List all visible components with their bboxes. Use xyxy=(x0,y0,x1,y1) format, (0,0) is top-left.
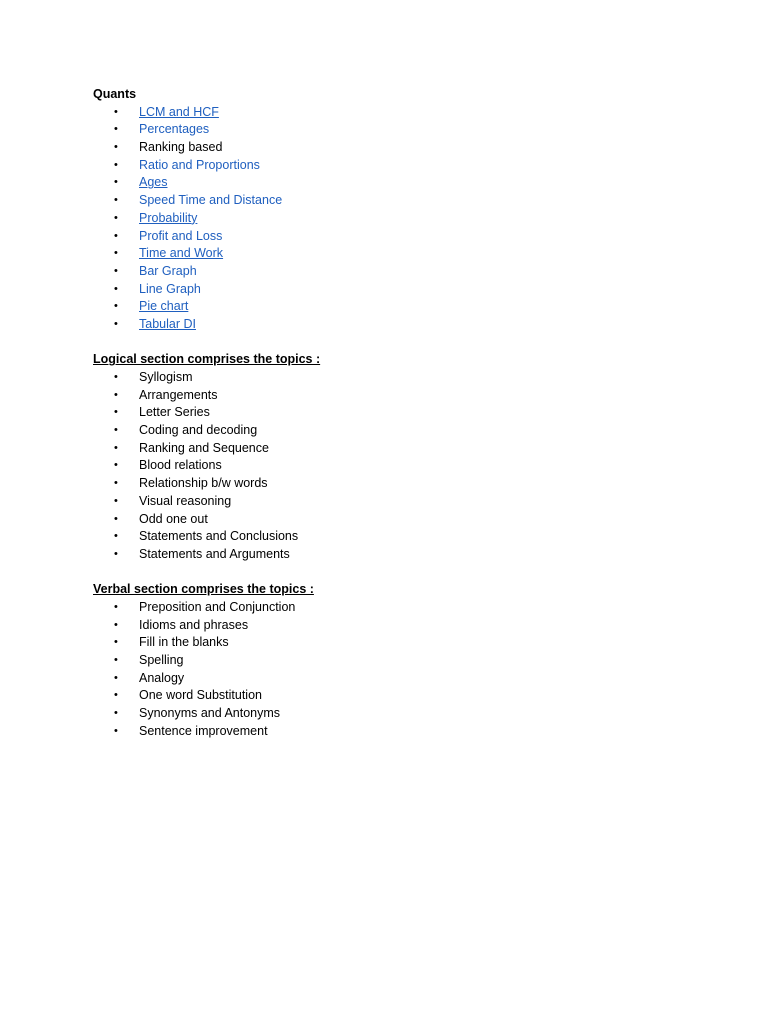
topic-text: Spelling xyxy=(139,653,184,667)
topic-text: Visual reasoning xyxy=(139,493,232,508)
bullet-icon: • xyxy=(114,264,118,277)
quants-list xyxy=(93,104,713,334)
bullet-icon: • xyxy=(114,105,118,118)
list-item xyxy=(93,617,713,635)
topic-text: Preposition and Conjunction xyxy=(139,599,296,614)
bullet-icon: • xyxy=(114,406,118,419)
bullet-icon: • xyxy=(114,512,118,525)
topic-link[interactable]: Percentages xyxy=(139,122,210,137)
list-item xyxy=(93,652,713,670)
list-item xyxy=(93,369,713,387)
verbal-list xyxy=(93,599,713,741)
bullet-icon: • xyxy=(114,689,118,702)
topic-text: Syllogism xyxy=(139,370,193,384)
topic-text: Synonyms and Antonyms xyxy=(139,706,281,721)
logical-heading: Logical section comprises the topics : xyxy=(93,352,321,367)
list-item xyxy=(93,298,713,316)
topic-link[interactable]: Bar Graph xyxy=(139,263,197,278)
topic-link[interactable]: Ratio and Proportions xyxy=(139,157,260,172)
bullet-icon: • xyxy=(114,300,118,313)
bullet-icon: • xyxy=(114,317,118,330)
section-spacer xyxy=(93,564,713,582)
topic-link[interactable]: Line Graph xyxy=(139,281,201,296)
bullet-icon: • xyxy=(114,477,118,490)
list-item xyxy=(93,599,713,617)
bullet-icon: • xyxy=(114,459,118,472)
list-item xyxy=(93,387,713,405)
bullet-icon: • xyxy=(114,494,118,507)
section-spacer xyxy=(93,334,713,352)
list-item xyxy=(93,228,713,246)
bullet-icon: • xyxy=(114,211,118,224)
bullet-icon: • xyxy=(114,229,118,242)
quants-heading: Quants xyxy=(93,87,137,101)
bullet-icon: • xyxy=(114,547,118,560)
list-item xyxy=(93,723,713,741)
bullet-icon: • xyxy=(114,247,118,260)
topic-link[interactable]: Speed Time and Distance xyxy=(139,193,283,208)
bullet-icon: • xyxy=(114,530,118,543)
list-item xyxy=(93,245,713,263)
topic-text: Fill in the blanks xyxy=(139,635,229,650)
topic-text: Relationship b/w words xyxy=(139,476,268,491)
list-item xyxy=(93,157,713,175)
topic-text: Arrangements xyxy=(139,387,218,402)
topic-link[interactable]: Ages xyxy=(139,175,168,190)
topic-link[interactable]: Pie chart xyxy=(139,299,189,314)
topic-text: Statements and Arguments xyxy=(139,546,290,561)
list-item xyxy=(93,511,713,529)
document-page xyxy=(93,86,713,740)
list-item xyxy=(93,263,713,281)
bullet-icon: • xyxy=(114,618,118,631)
list-item xyxy=(93,475,713,493)
list-item xyxy=(93,192,713,210)
bullet-icon: • xyxy=(114,671,118,684)
list-item xyxy=(93,546,713,564)
logical-list xyxy=(93,369,713,564)
list-item xyxy=(93,670,713,688)
topic-text: One word Substitution xyxy=(139,688,262,703)
topic-link[interactable]: Time and Work xyxy=(139,246,224,261)
list-item xyxy=(93,174,713,192)
topic-text: Sentence improvement xyxy=(139,723,268,738)
list-item xyxy=(93,281,713,299)
topic-text: Idioms and phrases xyxy=(139,617,249,632)
bullet-icon: • xyxy=(114,158,118,171)
bullet-icon: • xyxy=(114,600,118,613)
list-item xyxy=(93,422,713,440)
list-item xyxy=(93,139,713,157)
list-item xyxy=(93,104,713,122)
topic-text: Blood relations xyxy=(139,458,222,473)
list-item xyxy=(93,457,713,475)
bullet-icon: • xyxy=(114,123,118,136)
topic-text: Coding and decoding xyxy=(139,423,258,438)
bullet-icon: • xyxy=(114,194,118,207)
list-item xyxy=(93,121,713,139)
bullet-icon: • xyxy=(114,371,118,383)
verbal-heading: Verbal section comprises the topics : xyxy=(93,582,314,597)
topic-link[interactable]: Tabular DI xyxy=(139,316,196,331)
bullet-icon: • xyxy=(114,707,118,720)
topic-text: Letter Series xyxy=(139,405,210,420)
bullet-icon: • xyxy=(114,176,118,189)
list-item xyxy=(93,634,713,652)
list-item xyxy=(93,528,713,546)
list-item xyxy=(93,316,713,334)
list-item xyxy=(93,404,713,422)
bullet-icon: • xyxy=(114,424,118,437)
list-item xyxy=(93,440,713,458)
topic-link[interactable]: LCM and HCF xyxy=(139,104,219,119)
bullet-icon: • xyxy=(114,636,118,649)
topic-link[interactable]: Probability xyxy=(139,210,198,225)
bullet-icon: • xyxy=(114,724,118,737)
list-item xyxy=(93,705,713,723)
bullet-icon: • xyxy=(114,388,118,401)
bullet-icon: • xyxy=(114,141,118,154)
list-item xyxy=(93,493,713,511)
list-item xyxy=(93,210,713,228)
topic-link[interactable]: Profit and Loss xyxy=(139,228,223,243)
topic-text: Ranking based xyxy=(139,140,223,155)
bullet-icon: • xyxy=(114,654,118,666)
topic-text: Odd one out xyxy=(139,511,208,526)
topic-text: Analogy xyxy=(139,670,185,685)
topic-text: Ranking and Sequence xyxy=(139,440,269,455)
list-item xyxy=(93,687,713,705)
topic-text: Statements and Conclusions xyxy=(139,529,299,544)
bullet-icon: • xyxy=(114,441,118,454)
bullet-icon: • xyxy=(114,282,118,295)
